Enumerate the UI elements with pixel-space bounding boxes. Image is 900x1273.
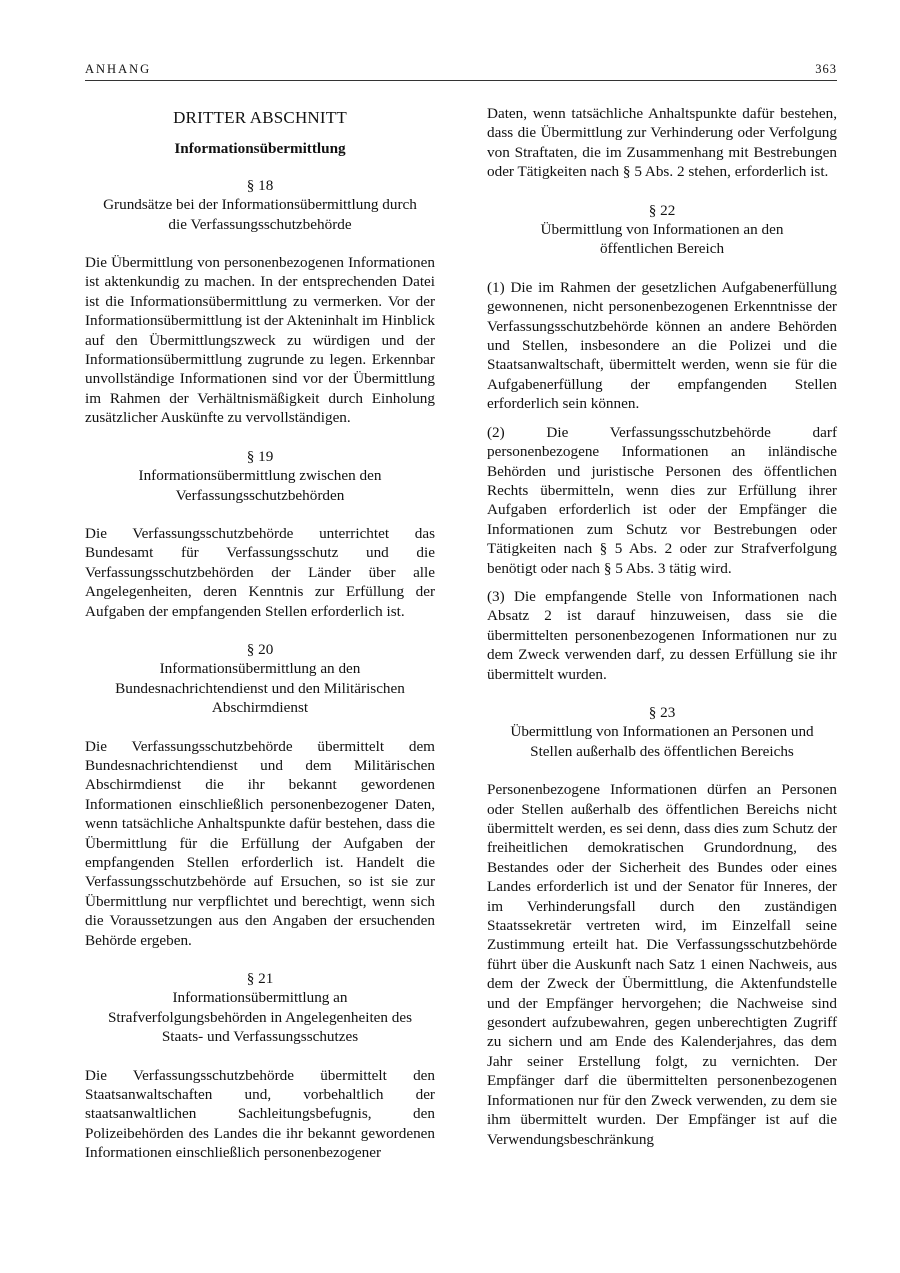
- section-22-paragraph-2: (2) Die Verfassungsschutzbehörde darf personenbezogene Informationen an inländische Behörden und juristische Personen des öffentlichen Rechts übermitteln, wenn dies zur Erfüllung ihrer Aufgaben erforderlich ist oder der Empfänger die Informationen zum Schutz vor Bestrebungen oder Tätigkeiten nach § 5 Abs. 2 oder zur Strafverfolgung benötigt oder nach § 5 Abs. 3 tätig wird.: [487, 423, 837, 577]
- section-18-number: § 18: [246, 176, 274, 194]
- section-19-text: Die Verfassungsschutzbehörde unterrichtet das Bundesamt für Verfassungsschutz und die Verfassungsschutzbehörden der Länder über alle Angelegenheiten, deren Kenntnis zur Erfüllung der Aufgaben der empfangenden Stellen erforderlich ist.: [85, 524, 435, 620]
- section-21-text-continued: Daten, wenn tatsächliche Anhaltspunkte dafür bestehen, dass die Übermittlung zur Verhinderung oder Verfolgung von Straftaten, die im Zusammenhang mit Bestrebungen oder Tätigkeiten nach § 5 Abs. 2 stehen, erforderlich ist.: [487, 105, 837, 181]
- section-21-number: § 21: [246, 970, 274, 988]
- section-18-text: Die Übermittlung von personenbezogenen Informationen ist aktenkundig zu machen. In der entsprechenden Datei ist die Informationsübermittlung zu vermerken. Vor der Informationsübermittlung ist der Akteninhalt im Hinblick auf den Übermittlungszweck zu würdigen und der Informationsübermittlung zugrunde zu legen. Erkennbar unvollständige Informationen sind vor der Übermittlung im Rahmen der Verhältnismäßigkeit durch Einholung zusätzlicher Auskünfte zu vervollständigen.: [85, 254, 435, 427]
- section-18-title-line: die Verfassungsschutzbehörde: [168, 215, 352, 233]
- section-22-paragraph-3: (3) Die empfangende Stelle von Informationen nach Absatz 2 ist darauf hinzuweisen, dass sie die übermittelten personenbezogenen Informationen nur zu dem Zweck verwenden darf, zu dessen Erfüllung sie ihr übermittelt wurden.: [487, 587, 837, 683]
- section-20-text: Die Verfassungsschutzbehörde übermittelt dem Bundesnachrichtendienst und dem Militärischen Abschirmdienst die ihr bekannt gewordenen Informationen einschließlich personenbezogener Daten, wenn tatsächliche Anhaltspunkte dafür bestehen, dass die Übermittlung für die Erfüllung der Aufgaben der empfangenden Stellen erforderlich ist. Handelt die Verfassungsschutzbehörde auf Ersuchen, so ist sie zur Übermittlung nur verpflichtet und berechtigt, wenn sich die Voraussetzungen aus den Angaben der ersuchenden Behörde ergeben.: [85, 737, 435, 949]
- section-20-title-line: Informationsübermittlung an den: [159, 660, 361, 678]
- section-19-title-line: Informationsübermittlung zwischen den: [138, 467, 382, 485]
- part-subtitle: Informationsübermittlung: [174, 140, 346, 158]
- section-20-title-line: Abschirmdienst: [211, 699, 309, 717]
- section-23-title-line: Stellen außerhalb des öffentlichen Bereichs: [530, 742, 794, 760]
- section-22-number: § 22: [648, 201, 676, 219]
- running-header: [85, 62, 837, 81]
- section-22-title-line: Übermittlung von Informationen an den: [540, 221, 784, 239]
- left-column: [85, 104, 435, 1182]
- section-19-number: § 19: [246, 447, 274, 465]
- section-21-title-line: Informationsübermittlung an: [172, 989, 348, 1007]
- section-23-title-line: Übermittlung von Informationen an Personen und: [510, 723, 814, 741]
- section-20-title-line: Bundesnachrichtendienst und den Militärischen: [115, 679, 405, 697]
- section-23-number: § 23: [648, 703, 676, 721]
- section-21-heading: [85, 969, 435, 1047]
- section-19-title-line: Verfassungsschutzbehörden: [175, 486, 345, 504]
- section-23-text: Personenbezogene Informationen dürfen an Personen oder Stellen außerhalb des öffentlichen Bereichs nicht übermittelt werden, es sei denn, dass dies zum Schutz der freiheitlichen demokratischen Grundordnung, des Bestandes oder der Sicherheit des Bundes oder eines Landes erforderlich ist und der Senator für Inneres, der im Verhinderungsfall durch den zuständigen Staatssekretär vertreten wird, im Einzelfall seine Zustimmung erteilt hat. Die Verfassungsschutzbehörde führt über die Auskunft nach Satz 1 einen Nachweis, aus dem der Zweck der Übermittlung, die Aktenfundstelle und der Empfänger hervorgehen; die Nachweise sind gesondert aufzubewahren, gegen unberechtigten Zugriff zu sichern und am Ende des Kalenderjahres, das dem Jahr seiner Erstellung folgt, zu vernichten. Der Empfänger darf die übermittelten personenbezogenen Informationen nur für den Zweck verwenden, zu dem sie ihm übermittelt wurden. Der Empfänger ist auf die Verwendungsbeschränkung: [487, 781, 837, 1148]
- section-21-title-line: Strafverfolgungsbehörden in Angelegenheiten des: [107, 1008, 413, 1026]
- header-section-label: ANHANG: [85, 62, 152, 76]
- section-22-paragraph-1: (1) Die im Rahmen der gesetzlichen Aufgabenerfüllung gewonnenen, nicht personenbezogenen Erkenntnisse der Verfassungsschutzbehörde können an andere Behörden und Stellen, insbesondere an die Polizei und die Staatsanwaltschaft, übermittelt werden, wenn sie für die Aufgabenerfüllung der empfangenden Stellen erforderlich sein können.: [487, 278, 837, 413]
- section-22-title-line: öffentlichen Bereich: [599, 240, 725, 258]
- section-18-heading: [85, 176, 435, 234]
- page-number: 363: [815, 62, 837, 76]
- section-22-heading: [487, 201, 837, 259]
- section-19-heading: [85, 447, 435, 505]
- part-title: DRITTER ABSCHNITT: [173, 108, 347, 127]
- section-18-title-line: Grundsätze bei der Informationsübermittlung durch: [103, 196, 417, 214]
- section-20-heading: [85, 640, 435, 718]
- right-column: [487, 104, 837, 1168]
- section-20-number: § 20: [246, 640, 274, 658]
- section-21-title-line: Staats- und Verfassungsschutzes: [161, 1028, 359, 1046]
- section-21-text: Die Verfassungsschutzbehörde übermittelt den Staatsanwaltschaften und, vorbehaltlich der staatsanwaltlichen Sachleitungsbefugnis, den Polizeibehörden des Landes die ihr bekannt gewordenen Informationen einschließlich personenbezogener: [85, 1066, 435, 1162]
- section-23-heading: [487, 703, 837, 761]
